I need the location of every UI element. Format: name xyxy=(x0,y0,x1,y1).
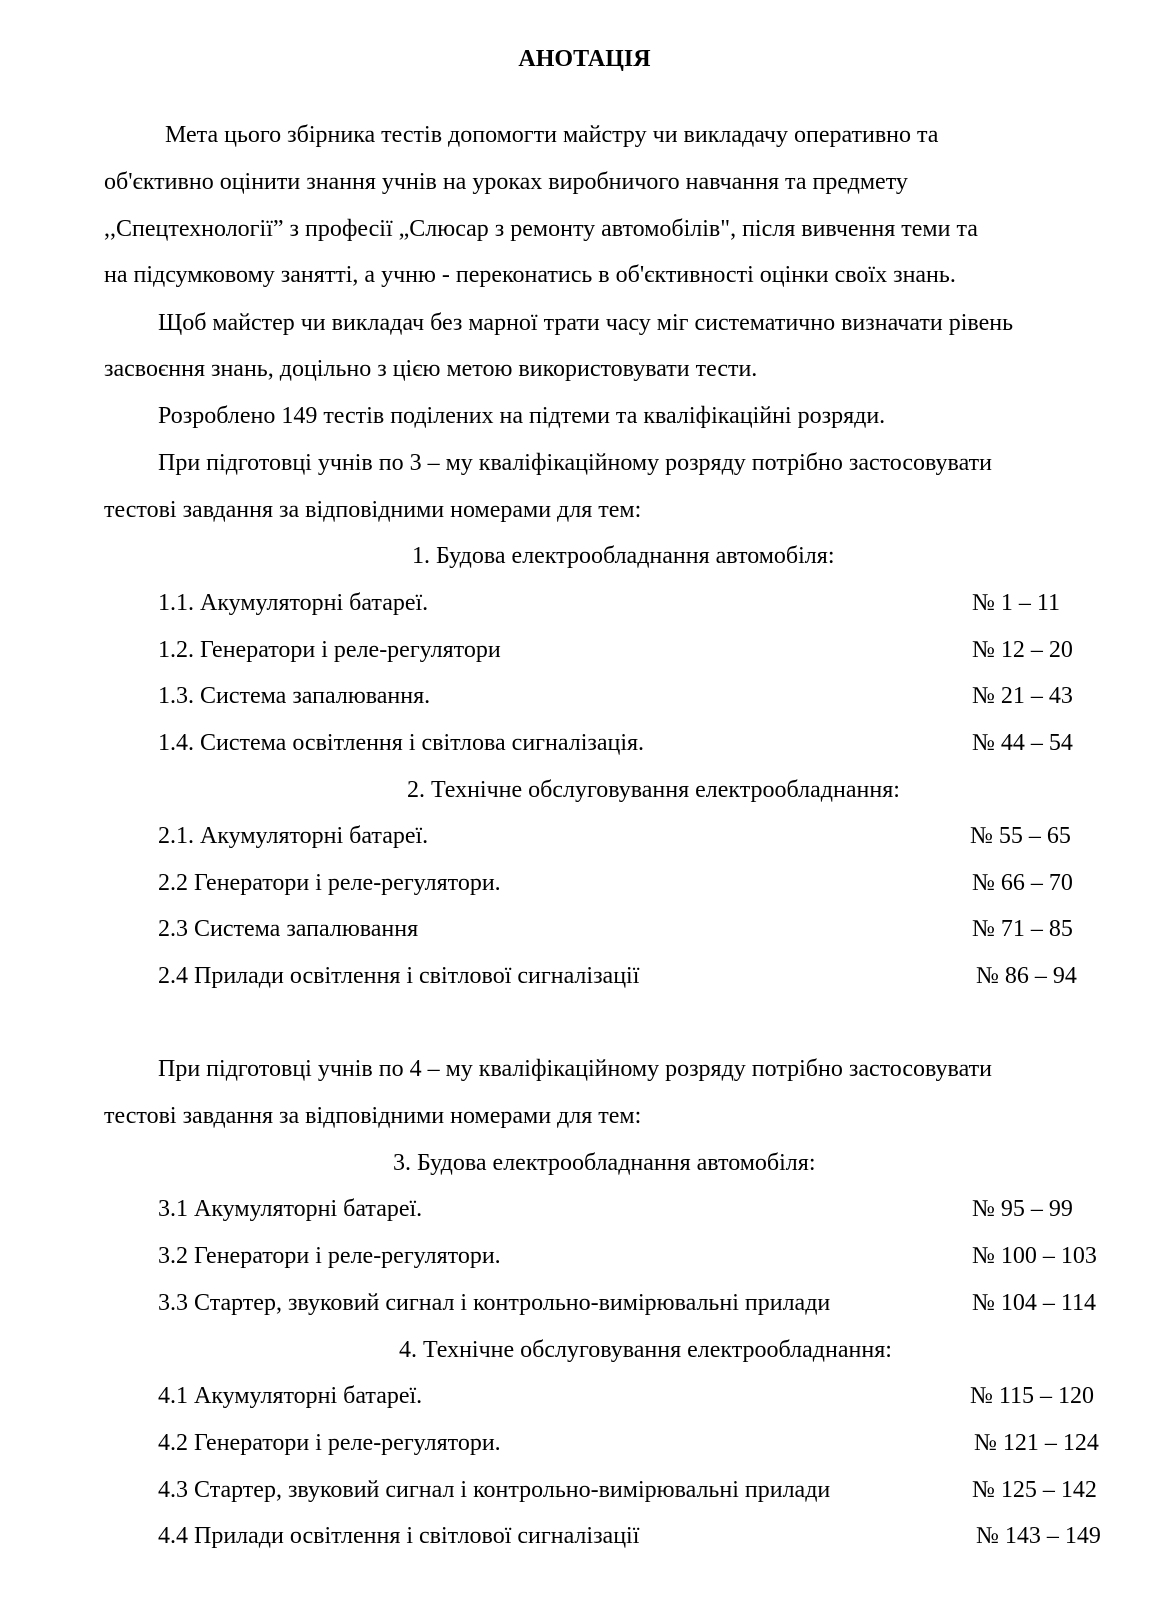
section4-item-4-label: 4.4 Прилади освітлення і світлової сигналізації xyxy=(158,1523,640,1549)
section1-heading: 1. Будова електрообладнання автомобіля: xyxy=(412,543,835,569)
section2-item-4-range: № 86 – 94 xyxy=(976,963,1077,989)
section3-item-2-label: 3.2 Генератори і реле-регулятори. xyxy=(158,1243,501,1269)
section2-item-2-range: № 66 – 70 xyxy=(972,870,1073,896)
section1-item-4-range: № 44 – 54 xyxy=(972,730,1073,756)
section4-item-4-range: № 143 – 149 xyxy=(976,1523,1101,1549)
section4-item-1-range: № 115 – 120 xyxy=(970,1383,1095,1409)
section2-item-2-label: 2.2 Генератори і реле-регулятори. xyxy=(158,870,501,896)
section3-item-1-range: № 95 – 99 xyxy=(972,1196,1073,1222)
section4-heading: 4. Технічне обслуговування електрообладнання: xyxy=(399,1337,892,1363)
section2-item-3-range: № 71 – 85 xyxy=(972,916,1073,942)
section1-item-3-range: № 21 – 43 xyxy=(972,683,1073,709)
grade4-intro-line1: При підготовці учнів по 4 – му кваліфікаційному розряду потрібно застосовувати xyxy=(158,1056,992,1082)
section3-heading: 3. Будова електрообладнання автомобіля: xyxy=(393,1150,816,1176)
section2-item-1-range: № 55 – 65 xyxy=(970,823,1071,849)
section3-item-2-range: № 100 – 103 xyxy=(972,1243,1097,1269)
section1-item-1-range: № 1 – 11 xyxy=(972,590,1061,616)
grade3-intro-line2: тестові завдання за відповідними номерами для тем: xyxy=(104,497,642,523)
section3-item-3-range: № 104 – 114 xyxy=(972,1290,1097,1316)
intro-p1-line1: Мета цього збірника тестів допомогти майстру чи викладачу оперативно та xyxy=(165,122,939,148)
intro-p1-line3: ,,Спецтехнології” з професії „Слюсар з ремонту автомобілів", після вивчення теми та xyxy=(104,216,978,242)
intro-p2-line2: засвоєння знань, доцільно з цією метою використовувати тести. xyxy=(104,356,758,382)
section2-item-3-label: 2.3 Система запалювання xyxy=(158,916,419,942)
section2-heading: 2. Технічне обслуговування електрообладнання: xyxy=(407,777,900,803)
document-title: АНОТАЦІЯ xyxy=(518,46,651,72)
section2-item-1-label: 2.1. Акумуляторні батареї. xyxy=(158,823,429,849)
section4-item-1-label: 4.1 Акумуляторні батареї. xyxy=(158,1383,423,1409)
section1-item-3-label: 1.3. Система запалювання. xyxy=(158,683,431,709)
section4-item-2-label: 4.2 Генератори і реле-регулятори. xyxy=(158,1430,501,1456)
section4-item-3-label: 4.3 Стартер, звуковий сигнал і контрольно-вимірювальні прилади xyxy=(158,1477,831,1503)
grade4-intro-line2: тестові завдання за відповідними номерами для тем: xyxy=(104,1103,642,1129)
section4-item-3-range: № 125 – 142 xyxy=(972,1477,1097,1503)
grade3-intro-line1: При підготовці учнів по 3 – му кваліфікаційному розряду потрібно застосовувати xyxy=(158,450,992,476)
intro-p3: Розроблено 149 тестів поділених на підтеми та кваліфікаційні розряди. xyxy=(158,403,886,429)
intro-p1-line4: на підсумковому занятті, а учню - переконатись в об'єктивності оцінки своїх знань. xyxy=(104,262,956,288)
intro-p1-line2: об'єктивно оцінити знання учнів на уроках виробничого навчання та предмету xyxy=(104,169,908,195)
section4-item-2-range: № 121 – 124 xyxy=(974,1430,1099,1456)
section2-item-4-label: 2.4 Прилади освітлення і світлової сигналізації xyxy=(158,963,640,989)
section1-item-4-label: 1.4. Система освітлення і світлова сигналізація. xyxy=(158,730,645,756)
section1-item-2-range: № 12 – 20 xyxy=(972,637,1073,663)
section3-item-1-label: 3.1 Акумуляторні батареї. xyxy=(158,1196,423,1222)
section3-item-3-label: 3.3 Стартер, звуковий сигнал і контрольно-вимірювальні прилади xyxy=(158,1290,831,1316)
intro-p2-line1: Щоб майстер чи викладач без марної трати часу міг систематично визначати рівень xyxy=(158,310,1014,336)
section1-item-1-label: 1.1. Акумуляторні батареї. xyxy=(158,590,429,616)
section1-item-2-label: 1.2. Генератори і реле-регулятори xyxy=(158,637,501,663)
